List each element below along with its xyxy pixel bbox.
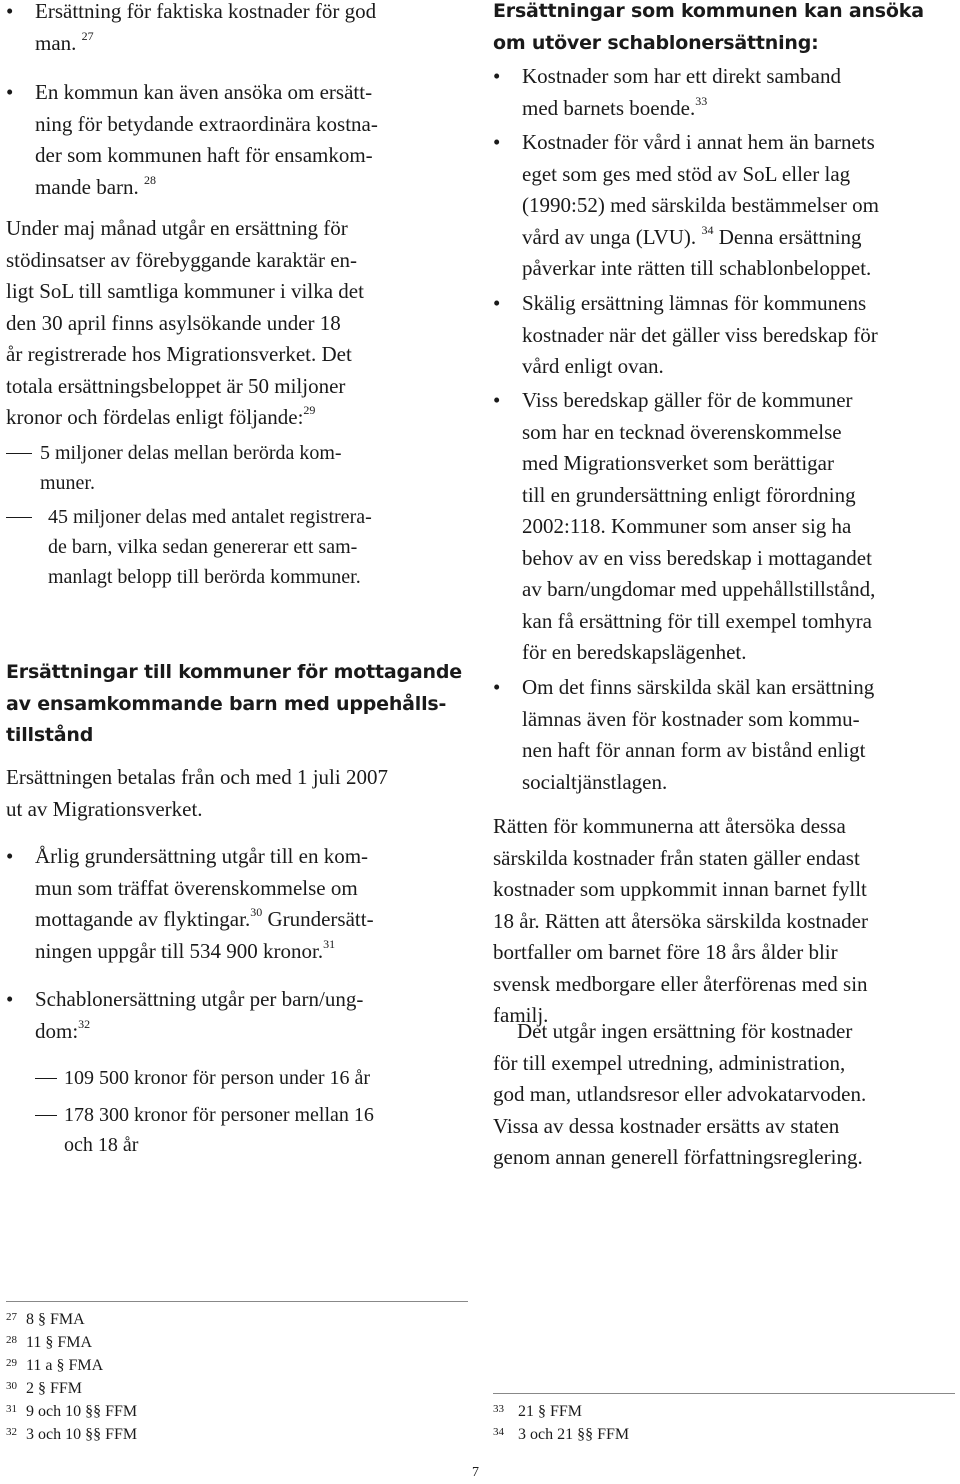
footnote-ref: 34 (701, 222, 714, 237)
footnote-rule (6, 1301, 468, 1302)
dash-icon (6, 517, 32, 518)
bullet-item: • Schablonersättning utgår per barn/ung- dom:$^{32}$ (6, 984, 475, 1047)
footnote: 32 3 och 10 §§ FFM (6, 1426, 138, 1443)
bullet-icon: • (493, 291, 501, 315)
bullet-item: • Viss beredskap gäller för de kommuner som har en tecknad överenskommelse med Migrationsverket som berättigar till en grundersättning enligt förordning 2002:118. Kommuner som anser sig ha behov av en viss beredskap i mottagandet av barn/ungdomar med uppehållstillstånd, kan få ersättning för till exempel tomhyra för en beredskapslägenhet. (493, 385, 960, 669)
section-heading: Ersättningar till kommuner för mottagande av ensamkommande barn med uppehålls- tillstånd (6, 661, 462, 746)
bullet-icon: • (6, 987, 14, 1011)
bullet-item: • Skälig ersättning lämnas för kommunens kostnader när det gäller viss beredskap för vård enligt ovan. (493, 288, 960, 383)
paragraph: Under maj månad utgår en ersättning för stödinsatser av förebyggande karaktär en- ligt SoL till samtliga kommuner i vilka det den 30 april finns asylsökande under 18 år registrerade hos Migrationsverket. Det totala ersättningsbeloppet är 50 miljoner kronor och fördelas enligt följande:$^{29}$ (6, 216, 364, 429)
dash-item: 109 500 kronor för person under 16 år (6, 1063, 504, 1093)
dash-item: 178 300 kronor för personer mellan 16 och 18 år (6, 1100, 504, 1160)
bullet-item: • Kostnader som har ett direkt samband med barnets boende.$^{33}$ (493, 61, 960, 124)
footnote-ref: 31 (323, 936, 336, 951)
bullet-item: • Ersättning för faktiska kostnader för god man. $^{27}$ (6, 0, 475, 59)
dash-item: 45 miljoner delas med antalet registrera- de barn, vilka sedan genererar ett sam- manlagt belopp till berörda kommuner. (6, 502, 470, 592)
footnote: 34 3 och 21 §§ FFM (493, 1426, 630, 1443)
paragraph: Rätten för kommunerna att återsöka dessa särskilda kostnader från staten gäller endast kostnader som uppkommit innan barnet fyllt 18 år. Rätten att återsöka särskilda kostnader bortfaller om barnet före 18 års ålder blir svensk medborgare eller återförenas med sin familj. (493, 814, 868, 1027)
bullet-icon: • (493, 388, 501, 412)
footnote: 31 9 och 10 §§ FFM (6, 1403, 138, 1420)
footnote: 33 21 § FFM (493, 1403, 583, 1420)
footnote: 27 8 § FMA (6, 1311, 85, 1328)
paragraph: Ersättningen betalas från och med 1 juli 2007 ut av Migrationsverket. (6, 765, 388, 821)
footnote-ref: 29 (303, 403, 316, 417)
dash-item: 5 miljoner delas mellan berörda kom- muner. (6, 438, 470, 498)
footnote-ref: 27 (81, 28, 94, 43)
footnote-ref: 33 (695, 93, 708, 108)
bullet-icon: • (493, 64, 501, 88)
bullet-item: • Årlig grundersättning utgår till en kom- mun som träffat överenskommelse om mottagande av flyktingar.$^{30}$ Grundersätt- ningen uppgår till 534 900 kronor.$^{31}$ (6, 841, 475, 967)
bullet-item: • En kommun kan även ansöka om ersätt- ning för betydande extraordinära kostna- der som kommunen haft för ensamkom- mande barn. $^{28}$ (6, 77, 475, 203)
section-heading: Ersättningar som kommunen kan ansöka om utöver schablonersättning: (493, 0, 924, 54)
footnote-ref: 30 (250, 905, 263, 919)
dash-icon (6, 453, 32, 454)
bullet-icon: • (6, 0, 14, 23)
bullet-item: • Om det finns särskilda skäl kan ersättning lämnas även för kostnader som kommu- nen haft för annan form av bistånd enligt socialtjänstlagen. (493, 672, 960, 798)
bullet-icon: • (493, 130, 501, 154)
footnote: 30 2 § FFM (6, 1380, 83, 1397)
footnote: 28 11 § FMA (6, 1334, 93, 1351)
footnote-rule (493, 1393, 955, 1394)
paragraph: Det utgår ingen ersättning för kostnader för till exempel utredning, administration, god man, utlandsresor eller advokatarvoden. Vissa av dessa kostnader ersätts av staten genom annan generell författningsreglering. (493, 1019, 867, 1169)
bullet-icon: • (493, 675, 501, 699)
footnote-ref: 28 (144, 172, 157, 187)
footnote-ref: 32 (78, 1016, 91, 1031)
bullet-icon: • (6, 80, 14, 104)
footnote: 29 11 a § FMA (6, 1357, 104, 1374)
bullet-icon: • (6, 844, 14, 868)
dash-icon (35, 1115, 57, 1116)
bullet-item: • Kostnader för vård i annat hem än barnets eget som ges med stöd av SoL eller lag (1990:52) med särskilda bestämmelser om vård av unga (LVU). $^{34}$ Denna ersättning påverkar inte rätten till schablonbeloppet. (493, 127, 960, 285)
dash-icon (35, 1078, 57, 1079)
page-number: 7 (472, 1465, 479, 1480)
